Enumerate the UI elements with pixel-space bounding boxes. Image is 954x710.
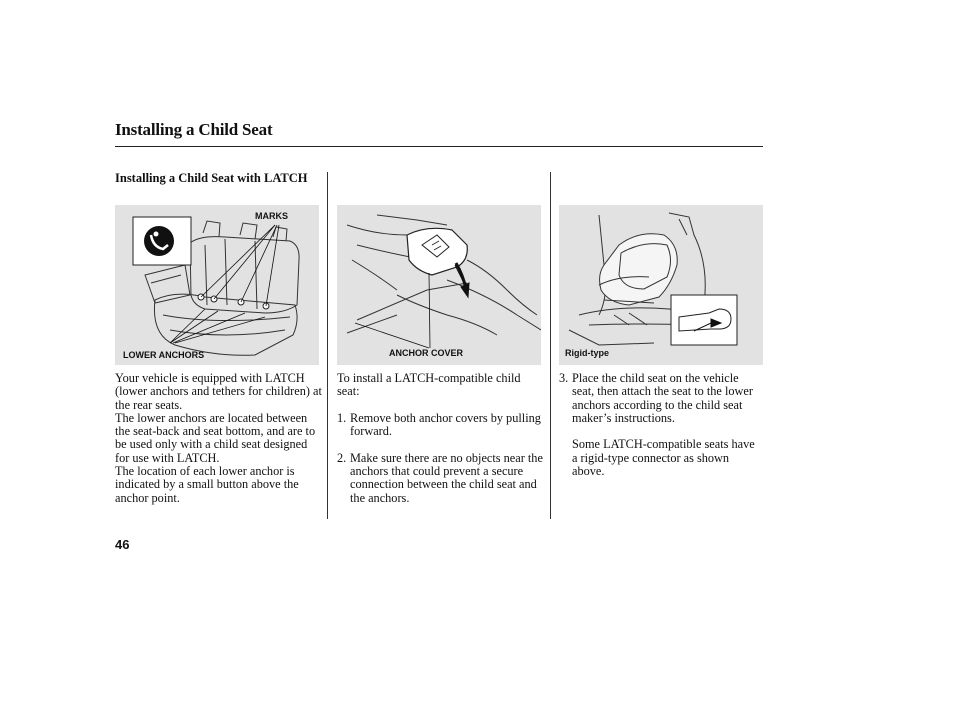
anchor-cover-illustration bbox=[337, 205, 541, 365]
column-divider-2 bbox=[550, 172, 551, 519]
step-number: 3. bbox=[559, 371, 569, 385]
step-text: Place the child seat on the vehicle seat, then attach the seat to the lower anchors according to the child seat maker’s instructions. bbox=[572, 371, 753, 425]
step-item bbox=[337, 412, 545, 439]
rigid-type-illustration bbox=[559, 205, 763, 365]
step-number: 2. bbox=[337, 450, 347, 465]
note-paragraph: Some LATCH-compatible seats have a rigid-type connector as shown above. bbox=[572, 437, 755, 479]
column-2-text bbox=[337, 372, 545, 518]
latch-child-seat-icon bbox=[144, 226, 174, 256]
step-item bbox=[559, 372, 763, 425]
paragraph: The lower anchors are located between the seat-back and seat bottom, and are to be used only with a child seat designed for use with LATCH. bbox=[115, 410, 316, 465]
rear-seat-illustration bbox=[115, 205, 319, 365]
anchor-cover-figure bbox=[337, 205, 541, 365]
rigid-type-figure bbox=[559, 205, 763, 365]
paragraph: The location of each lower anchor is indicated by a small button above the anchor point. bbox=[115, 464, 299, 505]
step-text: Remove both anchor covers by pulling forward. bbox=[350, 410, 541, 439]
paragraph: Your vehicle is equipped with LATCH (lower anchors and tethers for children) at the rear seats. bbox=[115, 371, 322, 412]
intro-paragraph: To install a LATCH-compatible child seat: bbox=[337, 371, 521, 399]
anchor-cover-label: ANCHOR COVER bbox=[389, 348, 464, 358]
marks-label: MARKS bbox=[255, 211, 288, 221]
step-text: Make sure there are no objects near the anchors that could prevent a secure connection between the child seat and the anchors. bbox=[350, 450, 543, 505]
page-number: 46 bbox=[115, 537, 130, 552]
step-number: 1. bbox=[337, 410, 347, 425]
rigid-type-label: Rigid-type bbox=[565, 348, 609, 358]
column-3-text bbox=[559, 372, 763, 478]
lower-anchors-label: LOWER ANCHORS bbox=[123, 350, 205, 360]
step-item bbox=[337, 452, 545, 505]
title-divider bbox=[115, 146, 763, 147]
column-divider-1 bbox=[327, 172, 328, 519]
section-heading: Installing a Child Seat with LATCH bbox=[115, 171, 308, 185]
column-1-text bbox=[115, 372, 323, 505]
page-title: Installing a Child Seat bbox=[115, 120, 273, 139]
seat-anchor-figure bbox=[115, 205, 319, 365]
